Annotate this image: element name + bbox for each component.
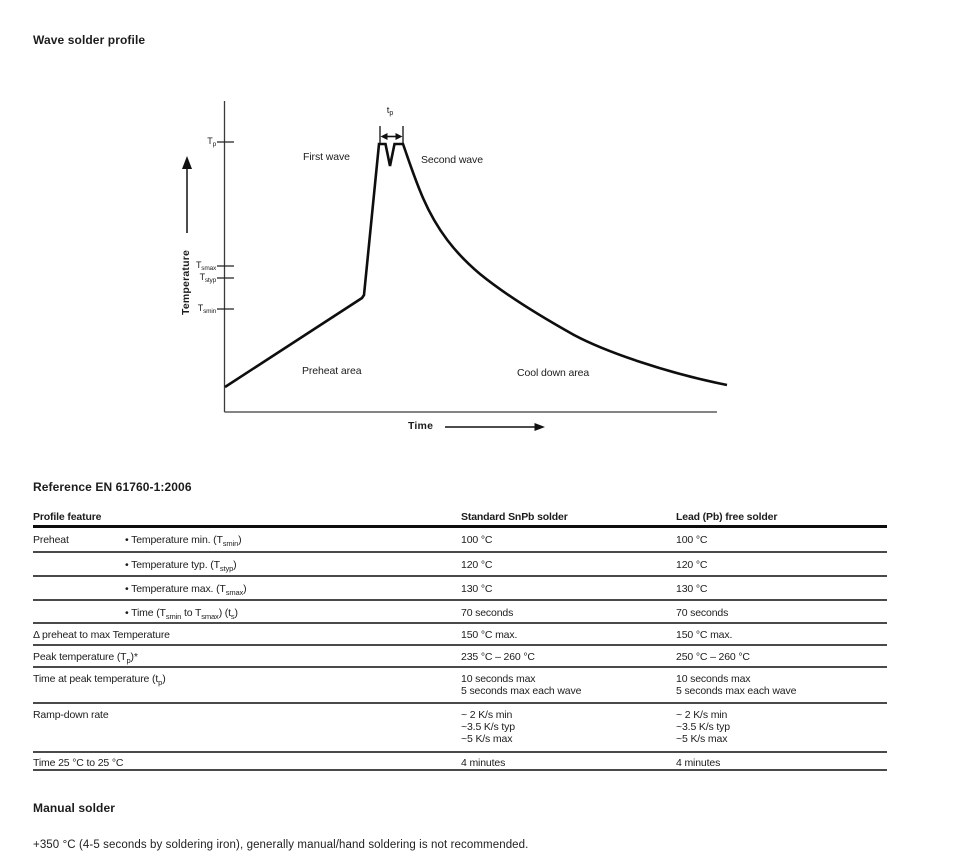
- table-row: [33, 753, 887, 771]
- table-row: [33, 553, 887, 577]
- annotation-second-wave: Second wave: [421, 154, 483, 166]
- manual-solder-note: +350 °C (4-5 seconds by soldering iron), generally manual/hand soldering is not recommended.: [33, 839, 529, 851]
- row-feature-label: • Temperature max. $(T_{smax})$: [125, 583, 247, 597]
- table-row: [33, 601, 887, 624]
- tp-interval-marker: [380, 126, 403, 143]
- row-pbfree-value: 4 minutes: [676, 757, 721, 769]
- x-axis-title: Time: [408, 420, 434, 432]
- row-group-label: Ramp-down rate: [33, 709, 109, 721]
- row-pbfree-value: 250 °C – 260 °C: [676, 651, 750, 663]
- row-snpb-value: 130 °C: [461, 583, 493, 595]
- row-snpb-value: 4 minutes: [461, 757, 506, 769]
- row-feature-label: • Time ($T_{smin}$ to $T_{smax}$) $(t_s)$: [125, 607, 238, 621]
- row-pbfree-value: 120 °C: [676, 559, 708, 571]
- table-row: [33, 528, 887, 553]
- value-line: ~ 2 K/s min: [676, 709, 728, 721]
- value-line: ~3.5 K/s typ: [461, 721, 515, 733]
- row-feature-label: • Temperature typ. $(T_{styp})$: [125, 559, 237, 573]
- table-row: [33, 577, 887, 601]
- row-pbfree-value: 100 °C: [676, 534, 708, 546]
- value-line: ~3.5 K/s typ: [676, 721, 730, 733]
- row-group-label: Time 25 °C to 25 °C: [33, 757, 124, 769]
- value-line: 10 seconds max: [461, 673, 536, 685]
- value-line: ~5 K/s max: [461, 733, 513, 745]
- table-header-row: [33, 510, 887, 528]
- table-row: [33, 704, 887, 753]
- y-axis-title: Temperature: [180, 249, 192, 315]
- tp-peak-time-label: $t_p$: [386, 105, 394, 117]
- annotation-preheat-area: Preheat area: [302, 365, 362, 377]
- annotation-first-wave: First wave: [303, 151, 350, 163]
- time-axis-arrow-icon: [445, 423, 545, 431]
- value-line: 10 seconds max: [676, 673, 751, 685]
- column-header-pbfree: Lead (Pb) free solder: [676, 511, 778, 523]
- row-snpb-value: 70 seconds: [461, 607, 514, 619]
- row-snpb-value: [461, 668, 581, 697]
- value-line: 5 seconds max each wave: [676, 685, 797, 697]
- row-snpb-value: [461, 704, 515, 745]
- row-snpb-value: 100 °C: [461, 534, 493, 546]
- annotation-cool-down-area: Cool down area: [517, 367, 590, 379]
- row-pbfree-value: 150 °C max.: [676, 629, 733, 641]
- wave-solder-profile-chart: [150, 95, 760, 445]
- column-header-snpb: Standard SnPb solder: [461, 511, 568, 523]
- y-axis-ticks: [217, 142, 234, 309]
- row-snpb-value: 235 °C – 260 °C: [461, 651, 535, 663]
- page-title: Wave solder profile: [33, 33, 146, 47]
- table-row: [33, 668, 887, 704]
- row-pbfree-value: 70 seconds: [676, 607, 729, 619]
- row-group-label: Peak temperature $(T_p)*$: [33, 651, 138, 665]
- manual-solder-heading: Manual solder: [33, 801, 115, 815]
- row-feature-label: • Temperature min. $(T_{smin})$: [125, 534, 242, 548]
- y-tick-label-tstyp: $T_{styp}$: [199, 272, 216, 284]
- row-group-label: Time at peak temperature $(t_p)$: [33, 673, 166, 687]
- row-pbfree-value: [676, 704, 730, 745]
- y-tick-label-tsmin: $T_{smin}$: [197, 303, 216, 315]
- row-snpb-value: 120 °C: [461, 559, 493, 571]
- row-group-label: Δ preheat to max Temperature: [33, 629, 170, 641]
- row-snpb-value: 150 °C max.: [461, 629, 518, 641]
- solder-profile-table: [33, 510, 887, 771]
- row-pbfree-value: [676, 668, 796, 697]
- y-tick-label-tp: $T_p$: [207, 136, 216, 148]
- value-line: ~5 K/s max: [676, 733, 728, 745]
- row-group-label: Preheat: [33, 534, 69, 546]
- row-pbfree-value: 130 °C: [676, 583, 708, 595]
- column-header-profile-feature: Profile feature: [33, 511, 102, 523]
- reference-heading: Reference EN 61760-1:2006: [33, 480, 192, 494]
- y-tick-label-tsmax: $T_{smax}$: [195, 260, 216, 272]
- temperature-axis-arrow-icon: [182, 156, 192, 233]
- value-line: 5 seconds max each wave: [461, 685, 582, 697]
- value-line: ~ 2 K/s min: [461, 709, 513, 721]
- profile-curve: [225, 144, 727, 387]
- table-row: [33, 646, 887, 668]
- table-row: [33, 624, 887, 646]
